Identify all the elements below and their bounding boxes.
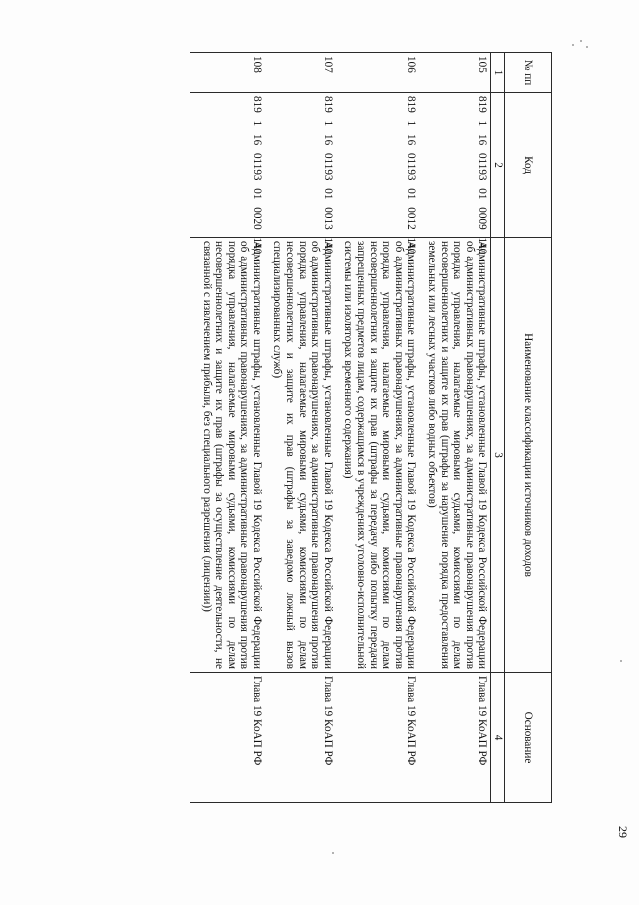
table-row	[265, 53, 336, 803]
legal-basis: Глава 19 КоАП РФ	[336, 673, 420, 803]
row-number: 108	[190, 53, 265, 93]
header-num: № пп	[505, 53, 552, 93]
column-index: 3	[491, 238, 505, 673]
header-basis: Основание	[505, 673, 552, 803]
classification-name: Административные штрафы, установленные Главой 19 Кодекса Российской Федерации об административных правонарушениях, за административные правонарушения против порядка управления, налагаемые мировыми судьями, комиссиями по делам несовершеннолетних и защите их прав (штрафы за заведомо ложный вызов специализированных служб)	[265, 238, 336, 673]
table-row	[190, 53, 265, 803]
classification-name: Административные штрафы, установленные Главой 19 Кодекса Российской Федерации об административных правонарушениях, за административные правонарушения против порядка управления, налагаемые мировыми судьями, комиссиями по делам несовершеннолетних и защите их прав (штрафы за осуществление деятельности, не связанной с извлечением прибыли, без специального разрешения (лицензии))	[190, 238, 265, 673]
legal-basis: Глава 19 КоАП РФ	[190, 673, 265, 803]
table-header-row	[505, 53, 552, 803]
header-code: Код	[505, 93, 552, 238]
table-row	[419, 53, 490, 803]
revenue-classification-table	[190, 52, 552, 803]
classification-name: Административные штрафы, установленные Главой 19 Кодекса Российской Федерации об административных правонарушениях, за административные правонарушения против порядка управления, налагаемые мировыми судьями, комиссиями по делам несовершеннолетних и защите их прав (штрафы за передачу либо попытку передачи запрещенных предметов лицам, содержащимся в учреждениях уголовно-исполнительной системы или изоляторах временного содержания)	[336, 238, 420, 673]
legal-basis: Глава 19 КоАП РФ	[265, 673, 336, 803]
revenue-code: 819 1 16 01193 01 0013 140	[265, 93, 336, 238]
row-number: 107	[265, 53, 336, 93]
row-number: 105	[419, 53, 490, 93]
page-number: 29	[616, 826, 630, 838]
row-number: 106	[336, 53, 420, 93]
column-index-row	[491, 53, 505, 803]
revenue-code: 819 1 16 01193 01 0020 140	[190, 93, 265, 238]
header-name: Наименование классификации источников доходов	[505, 238, 552, 673]
column-index: 1	[491, 53, 505, 93]
column-index: 4	[491, 673, 505, 803]
table-row	[336, 53, 420, 803]
revenue-code: 819 1 16 01193 01 0012 140	[336, 93, 420, 238]
column-index: 2	[491, 93, 505, 238]
legal-basis: Глава 19 КоАП РФ	[419, 673, 490, 803]
revenue-code: 819 1 16 01193 01 0009 140	[419, 93, 490, 238]
classification-name: Административные штрафы, установленные Главой 19 Кодекса Российской Федерации об административных правонарушениях, за административные правонарушения против порядка управления, налагаемые мировыми судьями, комиссиями по делам несовершеннолетних и защите их прав (штрафы за нарушение порядка предоставления земельных или лесных участков либо водных объектов)	[419, 238, 490, 673]
